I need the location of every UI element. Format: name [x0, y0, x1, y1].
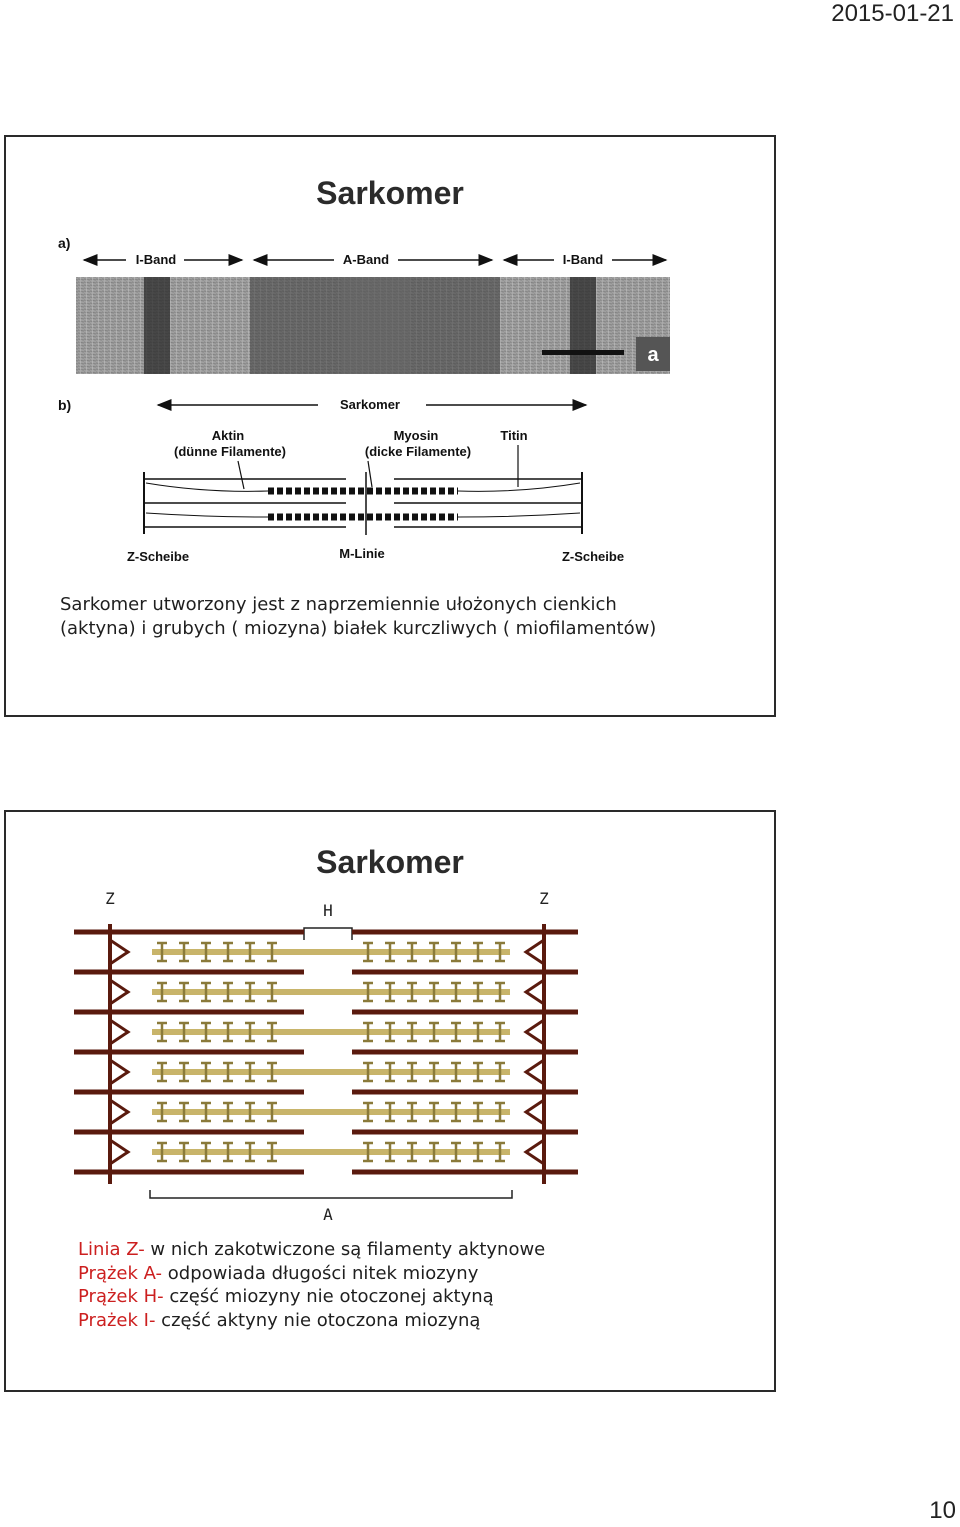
- z-scheibe-right-label: Z-Scheibe: [561, 549, 625, 564]
- definition-z-line: Linia Z- w nich zakotwiczone są filamenty aktynowe: [78, 1239, 546, 1260]
- z-scheibe-left-label: Z-Scheibe: [126, 549, 190, 564]
- z-line-branch: [526, 1140, 544, 1164]
- band-label-i-left: I-Band: [135, 252, 177, 267]
- z-line-branch: [526, 1100, 544, 1124]
- aktin-sublabel: (dünne Filamente): [174, 444, 286, 459]
- panel-b-label: b): [58, 397, 72, 413]
- h-bracket: [304, 928, 352, 940]
- sarcomere-figure: [6, 137, 778, 597]
- z-line-branch: [110, 980, 128, 1004]
- caption-line-1: Sarkomer utworzony jest z naprzemiennie ułożonych cienkich: [60, 594, 617, 615]
- z-line-branch: [110, 1100, 128, 1124]
- z-label-left: Z: [105, 889, 115, 908]
- z-line-branch: [526, 940, 544, 964]
- slide-title: Sarkomer: [316, 844, 464, 880]
- band-label-a: A-Band: [342, 252, 390, 267]
- definition-a-band: Prążek A- odpowiada długości nitek miozyny: [78, 1262, 479, 1284]
- slide-caption: [60, 593, 760, 641]
- slide-title: Sarkomer: [316, 175, 464, 211]
- page-date: 2015-01-21: [831, 0, 954, 27]
- slide-sarkomer-bands: [4, 810, 776, 1392]
- page-number: 10: [929, 1497, 956, 1524]
- actin-filaments: [74, 932, 578, 1172]
- micrograph: [76, 277, 670, 374]
- z-line-branch: [110, 1020, 128, 1044]
- h-label: H: [323, 901, 333, 920]
- caption-line-2: (aktyna) i grubych ( miozyna) białek kurczliwych ( miofilamentów): [60, 618, 657, 639]
- z-line-branch: [110, 1060, 128, 1084]
- sarkomer-span-label: Sarkomer: [340, 397, 400, 412]
- filament-schematic: [144, 472, 582, 535]
- z-line-branch: [526, 1060, 544, 1084]
- z-line-branch: [526, 980, 544, 1004]
- panel-a-label: a): [58, 235, 71, 251]
- sarcomere-band-diagram: [6, 812, 778, 1232]
- definition-h-band: Prążek H- część miozyny nie otoczonej aktyną: [78, 1286, 494, 1307]
- micrograph-tag: a: [647, 344, 659, 366]
- band-label-i-right: I-Band: [562, 252, 604, 267]
- slide-sarkomer-structure: [4, 135, 776, 717]
- aktin-label: Aktin: [211, 428, 245, 443]
- myosin-sublabel: (dicke Filamente): [364, 444, 472, 459]
- z-line-branch: [526, 1020, 544, 1044]
- z-line-branch: [110, 1140, 128, 1164]
- myosin-label: Myosin: [393, 428, 439, 443]
- a-bracket: [150, 1190, 512, 1198]
- band-definitions: [78, 1238, 758, 1332]
- m-linie-label: M-Linie: [339, 546, 385, 561]
- z-label-right: Z: [539, 889, 549, 908]
- definition-i-band: Prażek I- część aktyny nie otoczona miozyną: [78, 1309, 481, 1331]
- a-label: A: [323, 1205, 333, 1224]
- z-line-branch: [110, 940, 128, 964]
- titin-label: Titin: [500, 428, 528, 443]
